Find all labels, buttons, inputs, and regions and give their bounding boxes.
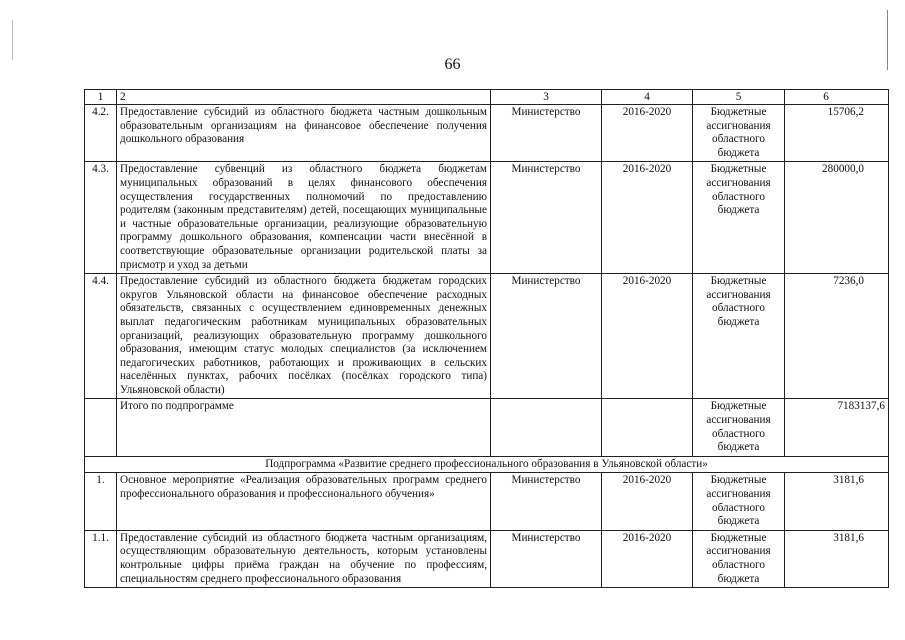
row-executor: Министерство [491, 274, 602, 399]
row-number: 4.2. [85, 105, 117, 162]
total-executor-cell [491, 399, 602, 456]
row-executor: Министерство [491, 162, 602, 274]
row-years: 2016-2020 [602, 530, 693, 587]
row-executor: Министерство [491, 105, 602, 162]
row-number: 4.3. [85, 162, 117, 274]
column-header-5: 5 [693, 90, 785, 105]
column-header-2: 2 [117, 90, 491, 105]
column-header-3: 3 [491, 90, 602, 105]
row-funding-source: Бюджетные ассигнования областного бюджета [693, 105, 785, 162]
page-number: 66 [444, 56, 461, 73]
row-funding-source: Бюджетные ассигнования областного бюджета [693, 274, 785, 399]
row-amount: 3181,6 [785, 473, 889, 530]
row-executor: Министерство [491, 530, 602, 587]
row-funding-source: Бюджетные ассигнования областного бюджета [693, 162, 785, 274]
scan-edge-mark [887, 10, 888, 70]
row-description: Предоставление субвенций из областного бюджета бюджетам муниципальных образований в целях финансового обеспечения осуществления государственных полномочий по предоставлению родителям (законным представителям) детей, посещающих муниципальные и частные образовательные организации, реализующие образовательную программу дошкольного образования, компенсации части внесённой в соответствующие образовательные организации родительской платы за присмотр и уход за детьми [117, 162, 491, 274]
column-header-4: 4 [602, 90, 693, 105]
total-years-cell [602, 399, 693, 456]
row-funding-source: Бюджетные ассигнования областного бюджета [693, 530, 785, 587]
subprogram-title: Подпрограмма «Развитие среднего профессионального образования в Ульяновской области» [85, 456, 889, 473]
row-years: 2016-2020 [602, 274, 693, 399]
table-row [85, 274, 889, 399]
row-number: 1.1. [85, 530, 117, 587]
column-header-1: 1 [85, 90, 117, 105]
total-row [85, 399, 889, 456]
table-row [85, 473, 889, 530]
row-funding-source: Бюджетные ассигнования областного бюджета [693, 473, 785, 530]
row-years: 2016-2020 [602, 473, 693, 530]
row-years: 2016-2020 [602, 105, 693, 162]
table-row [85, 105, 889, 162]
table-row [85, 162, 889, 274]
row-number: 1. [85, 473, 117, 530]
row-amount: 15706,2 [785, 105, 889, 162]
total-amount: 7183137,6 [785, 399, 889, 456]
table-row [85, 530, 889, 587]
subprogram-header-row [85, 456, 889, 473]
total-label: Итого по подпрограмме [117, 399, 491, 456]
table-header-row [85, 90, 889, 105]
budget-table [84, 89, 889, 588]
row-years: 2016-2020 [602, 162, 693, 274]
row-amount: 280000,0 [785, 162, 889, 274]
row-description: Предоставление субсидий из областного бюджета бюджетам городских округов Ульяновской области на финансовое обеспечение расходных обязательств, связанных с осуществлением единовременных денежных выплат педагогическим работникам муниципальных образовательных организаций, реализующих образовательную программу дошкольного образования, имеющим статус молодых специалистов (за исключением педагогических работников, работающих и проживающих в сельских населённых пунктах, рабочих посёлках (посёлках городского типа) Ульяновской области) [117, 274, 491, 399]
row-executor: Министерство [491, 473, 602, 530]
scan-edge-mark [12, 20, 13, 60]
row-description: Предоставление субсидий из областного бюджета частным дошкольным образовательным организациям на финансовое обеспечение получения дошкольного образования [117, 105, 491, 162]
row-amount: 3181,6 [785, 530, 889, 587]
row-number: 4.4. [85, 274, 117, 399]
total-funding-source: Бюджетные ассигнования областного бюджета [693, 399, 785, 456]
row-description: Основное мероприятие «Реализация образовательных программ среднего профессионального образования и профессионального обучения» [117, 473, 491, 530]
row-amount: 7236,0 [785, 274, 889, 399]
total-number-cell [85, 399, 117, 456]
column-header-6: 6 [785, 90, 889, 105]
row-description: Предоставление субсидий из областного бюджета частным организациям, осуществляющим образовательную деятельность, которым установлены контрольные цифры приёма граждан на обучение по профессиям, специальностям среднего профессионального образования [117, 530, 491, 587]
